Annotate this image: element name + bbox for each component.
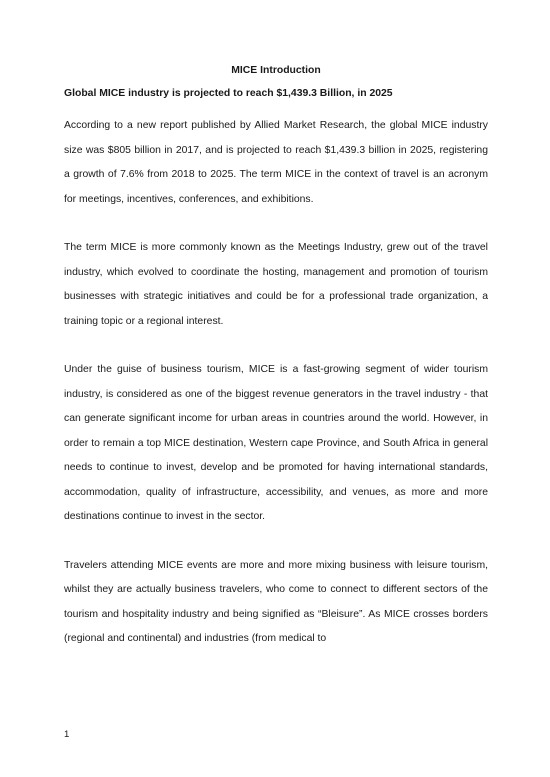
paragraph-4: Travelers attending MICE events are more and more mixing business with leisure tourism, whilst they are actually business travelers, who come to connect to different sectors of the tourism and hospitality industry and being signified as “Bleisure”. As MICE crosses borders (regional and continental) and industries (from medical to xyxy=(64,559,488,644)
paragraph-2: The term MICE is more commonly known as the Meetings Industry, grew out of the travel industry, which evolved to coordinate the hosting, management and promotion of tourism businesses with strategic initiatives and could be for a professional trade organization, a training topic or a regional interest. xyxy=(64,242,488,327)
page-number: 1 xyxy=(64,729,70,740)
document-subtitle: Global MICE industry is projected to reach $1,439.3 Billion, in 2025 xyxy=(64,88,393,99)
paragraph-1: According to a new report published by Allied Market Research, the global MICE industry size was $805 billion in 2017, and is projected to reach $1,439.3 billion in 2025, registering a growth of 7.6% from 2018 to 2025. The term MICE in the context of travel is an acronym for meetings, incentives, conferences, and exhibitions. xyxy=(64,120,488,205)
paragraph-3: Under the guise of business tourism, MICE is a fast-growing segment of wider tourism industry, is considered as one of the biggest revenue generators in the travel industry - that can generate significant income for urban areas in countries around the world. However, in order to remain a top MICE destination, Western cape Province, and South Africa in general needs to continue to invest, develop and be promoted for having international standards, accommodation, quality of infrastructure, accessibility, and venues, as more and more destinations continue to invest in the sector. xyxy=(64,364,488,522)
document-title: MICE Introduction xyxy=(231,65,321,76)
